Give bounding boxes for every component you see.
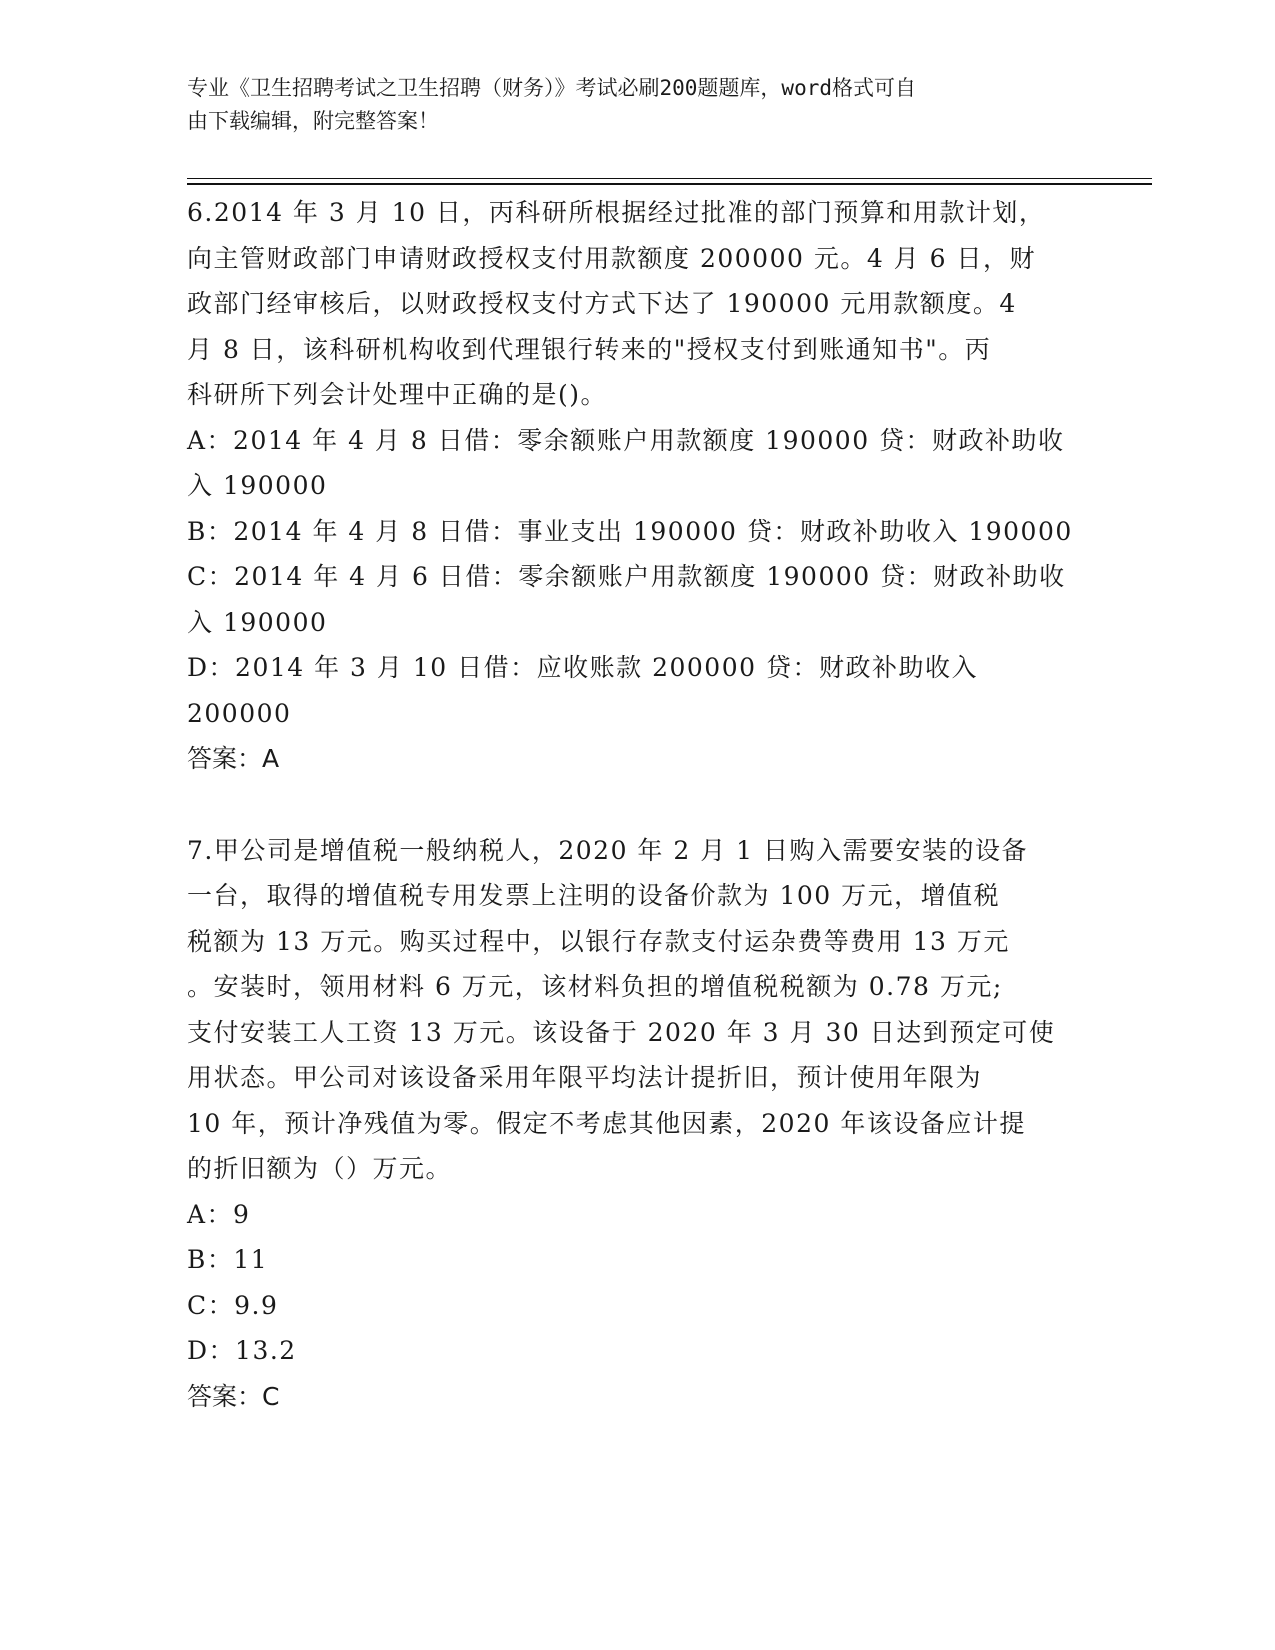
option-c-line: 入 190000 [187,607,328,637]
question-line: 一台，取得的增值税专用发票上注明的设备价款为 100 万元，增值税 [187,881,1001,910]
question-line: 支付安装工人工资 13 万元。该设备于 2020 年 3 月 30 日达到预定可使 [187,1017,1056,1047]
option-c-line: C：9.9 [187,1290,279,1320]
option-a-line: 入 190000 [187,471,328,500]
header-line-2: 由下载编辑，附完整答案！ [187,109,439,133]
answer-label: 答案：A [187,744,280,773]
option-a-line: A：9 [187,1199,251,1229]
question-line: 10 年，预计净残值为零。假定不考虑其他因素，2020 年该设备应计提 [187,1108,1026,1138]
question-line: 7.甲公司是增值税一般纳税人，2020 年 2 月 1 日购入需要安装的设备 [187,835,1029,865]
header-line-1: 专业《卫生招聘考试之卫生招聘（财务）》考试必刷200题题库，word格式可自 [187,76,916,100]
question-line: 。安装时，领用材料 6 万元，该材料负担的增值税税额为 0.78 万元; [187,972,1003,1001]
question-line: 税额为 13 万元。购买过程中，以银行存款支付运杂费等费用 13 万元 [187,926,1010,956]
question-line: 的折旧额为（）万元。 [187,1154,453,1183]
document-header [187,72,1067,138]
option-c-line: C：2014 年 4 月 6 日借：零余额账户用款额度 190000 贷：财政补助收 [187,562,1066,591]
question-line: 月 8 日，该科研机构收到代理银行转来的"授权支付到账通知书"。丙 [187,334,992,364]
header-divider-thin [187,178,1152,179]
question-line: 政部门经审核后，以财政授权支付方式下达了 190000 元用款额度。4 [187,289,1017,318]
option-d-line: D：13.2 [187,1336,297,1365]
option-b-line: B：11 [187,1245,269,1274]
option-b-line: B：2014 年 4 月 8 日借：事业支出 190000 贷：财政补助收入 190000 [187,516,1073,546]
question-line: 用状态。甲公司对该设备采用年限平均法计提折旧，预计使用年限为 [187,1063,983,1092]
question-line: 向主管财政部门申请财政授权支付用款额度 200000 元。4 月 6 日，财 [187,243,1036,273]
question-list [187,190,1077,1419]
question-line: 科研所下列会计处理中正确的是()。 [187,380,608,409]
question-spacer [187,782,1077,828]
header-divider-thick [187,183,1152,185]
question-7 [187,828,1077,1420]
question-line: 6.2014 年 3 月 10 日，丙科研所根据经过批准的部门预算和用款计划， [187,198,1046,227]
answer-label: 答案：C [187,1381,280,1411]
question-6 [187,190,1077,782]
option-d-line: D：2014 年 3 月 10 日借：应收账款 200000 贷：财政补助收入 200000 [187,653,978,728]
option-a-line: A：2014 年 4 月 8 日借：零余额账户用款额度 190000 贷：财政补助收 [187,425,1065,455]
